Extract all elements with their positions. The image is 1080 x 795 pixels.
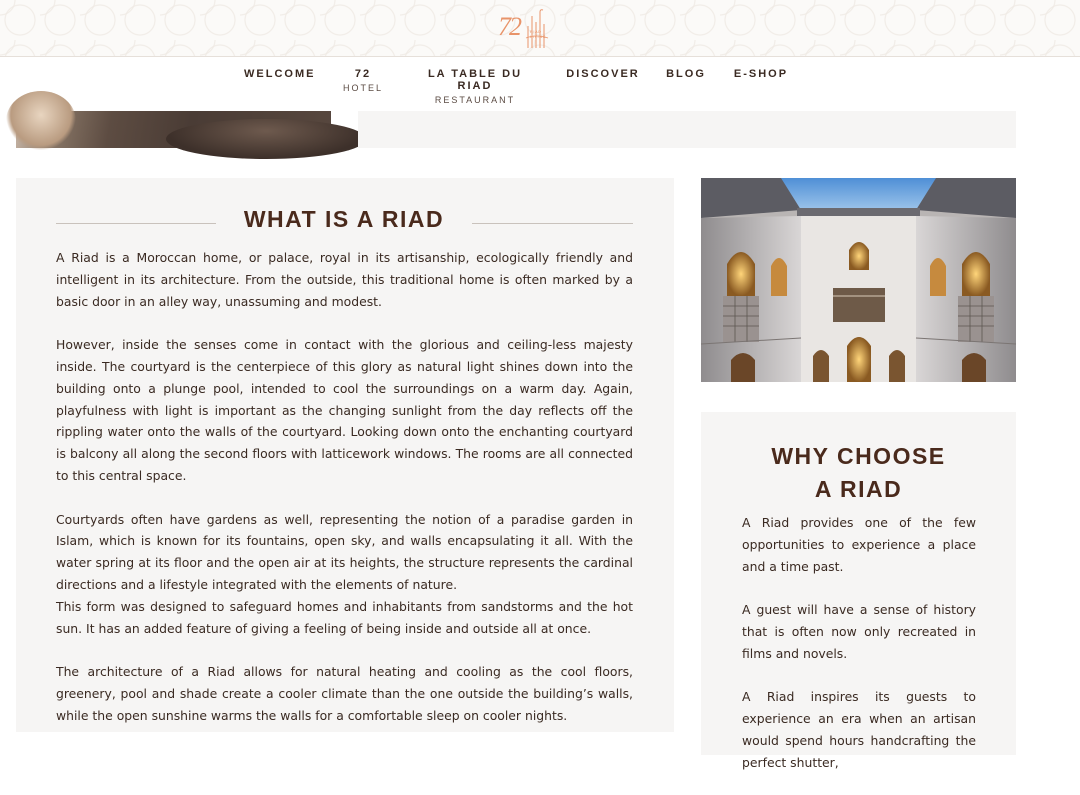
why-choose-a-riad-section [701, 412, 1016, 770]
paragraph: The architecture of a Riad allows for natural heating and cooling as the cool floors, greenery, pool and shade create a cooler climate than the one outside the building’s walls, while the open sunshine warms the walls for a comfortable sleep on cooler nights. [56, 664, 633, 723]
nav-label: WELCOME [244, 68, 316, 80]
nav-label: DISCOVER [566, 68, 640, 80]
nav-item-blog[interactable] [666, 68, 706, 80]
logo-number: 72 [498, 12, 520, 41]
section-title: WHAT IS A RIAD [243, 206, 445, 232]
nav-item-welcome[interactable] [244, 68, 314, 80]
logo-subtitle: RIAD LIVING [530, 29, 547, 39]
food-photo [16, 111, 331, 148]
nav-item-restaurant[interactable] [410, 68, 540, 105]
title-line: WHY CHOOSE [771, 443, 946, 469]
main-nav [0, 68, 1080, 105]
what-is-a-riad-section [16, 178, 674, 732]
paragraph: However, inside the senses come in contact with the glorious and ceiling-less majesty inside. The courtyard is the centerpiece of this glory as natural light shines down into the building onto a plunge pool, intended to cool the surroundings on a warm day. Again, playfulness with light is important as the changing sunlight from the day reflects off the rippling water onto the walls of the courtyard. Looking down onto the enchanting courtyard is balcony all along the second floors with latticework windows. The rooms are all connected to this central space. [56, 337, 633, 483]
nav-item-hotel[interactable] [340, 68, 386, 93]
nav-item-eshop[interactable] [732, 68, 790, 80]
paragraph: A guest will have a sense of history that is often now only recreated in films and novels. [742, 602, 976, 661]
heading-divider-right [472, 223, 633, 224]
section-title [701, 440, 1016, 506]
section-heading-row [56, 206, 633, 236]
nav-item-discover[interactable] [566, 68, 640, 80]
nav-sublabel: HOTEL [342, 83, 383, 93]
site-header [0, 0, 1080, 57]
paragraph: A Riad inspires its guests to experience an era when an artisan would spend hours handcrafting the perfect shutter, [742, 689, 976, 770]
title-line: A RIAD [814, 476, 903, 502]
paragraph: This form was designed to safeguard homes and inhabitants from sandstorms and the hot sun. It has an added feature of giving a feeling of being inside and outside all at once. [56, 598, 633, 636]
heading-divider-left [56, 223, 216, 224]
section-body [56, 247, 633, 748]
paragraph: A Riad is a Moroccan home, or palace, royal in its artisanship, ecologically friendly and intelligent in its architecture. From the outside, this traditional home is often marked by a basic door in an alley way, unassuming and modest. [56, 250, 633, 309]
paragraph: Courtyards often have gardens as well, representing the notion of a paradise garden in Islam, which is known for its fountains, open sky, and walls encapsulating it all. With the water spring at its floor and the open air at its heights, the structure represents the cardinal directions and a lifestyle integrated with the elements of nature. [56, 511, 633, 592]
nav-label: BLOG [666, 68, 706, 80]
site-logo[interactable] [496, 6, 556, 50]
top-content-panel [358, 111, 1016, 148]
nav-label: LA TABLE DU RIAD [427, 68, 523, 92]
nav-sublabel: RESTAURANT [434, 95, 516, 105]
paragraph: A Riad provides one of the few opportunities to experience a place and a time past. [742, 515, 976, 574]
riad-courtyard-photo [701, 178, 1016, 382]
nav-label: 72 [354, 68, 372, 80]
section-body [742, 512, 976, 795]
nav-label: E-SHOP [733, 68, 789, 80]
courtyard-illustration [701, 178, 1016, 382]
